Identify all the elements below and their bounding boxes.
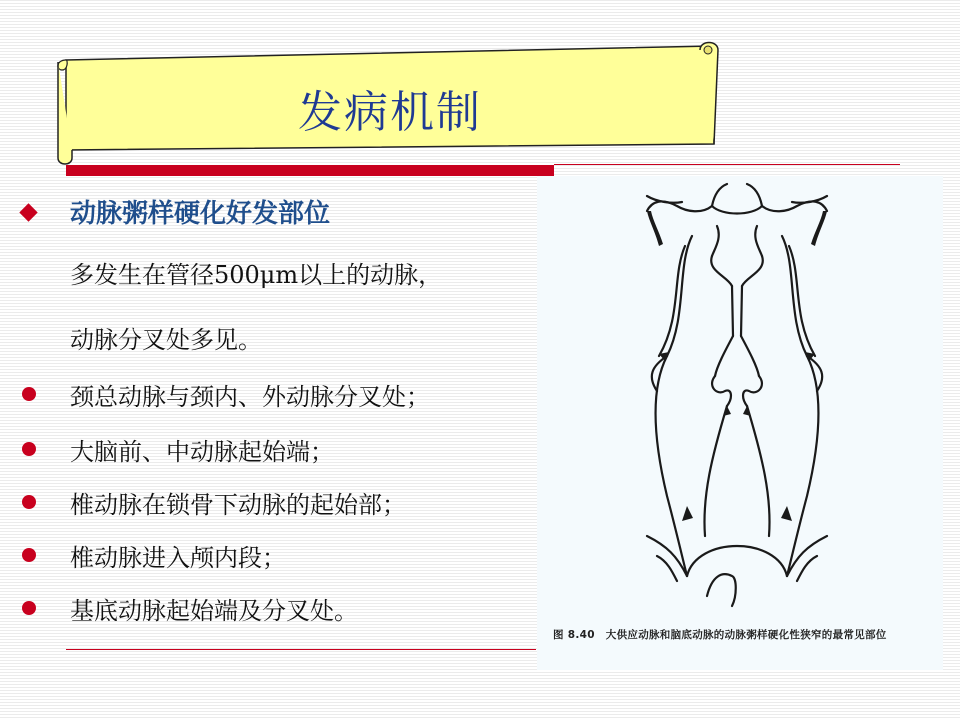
section-heading: 动脉粥样硬化好发部位 (70, 199, 331, 229)
divider-line (554, 164, 900, 165)
cerebral-arteries-illustration (537, 176, 943, 626)
site-item: 基底动脉起始端及分叉处。 (70, 597, 358, 625)
artery-figure (537, 176, 943, 670)
circle-bullet-icon (22, 495, 36, 509)
circle-bullet-icon (22, 387, 36, 401)
circle-bullet-icon (22, 601, 36, 615)
intro-line-1: 多发生在管径500μm以上的动脉， (70, 261, 443, 289)
circle-bullet-icon (22, 548, 36, 562)
title-underline-bar (66, 165, 554, 176)
figure-caption (553, 627, 887, 642)
site-item: 椎动脉进入颅内段； (70, 544, 286, 572)
site-item: 大脑前、中动脉起始端； (70, 438, 334, 466)
page-title: 发病机制 (298, 87, 482, 138)
intro-line-2: 动脉分叉处多见。 (70, 326, 262, 354)
diamond-bullet-icon (19, 203, 37, 221)
bottom-divider (66, 649, 536, 650)
circle-bullet-icon (22, 442, 36, 456)
site-item: 椎动脉在锁骨下动脉的起始部； (70, 491, 406, 519)
figure-label: 图 8.40 (553, 629, 595, 641)
figure-caption-text: 大供应动脉和脑底动脉的动脉粥样硬化性狭窄的最常见部位 (605, 629, 887, 641)
site-item: 颈总动脉与颈内、外动脉分叉处； (70, 383, 430, 411)
